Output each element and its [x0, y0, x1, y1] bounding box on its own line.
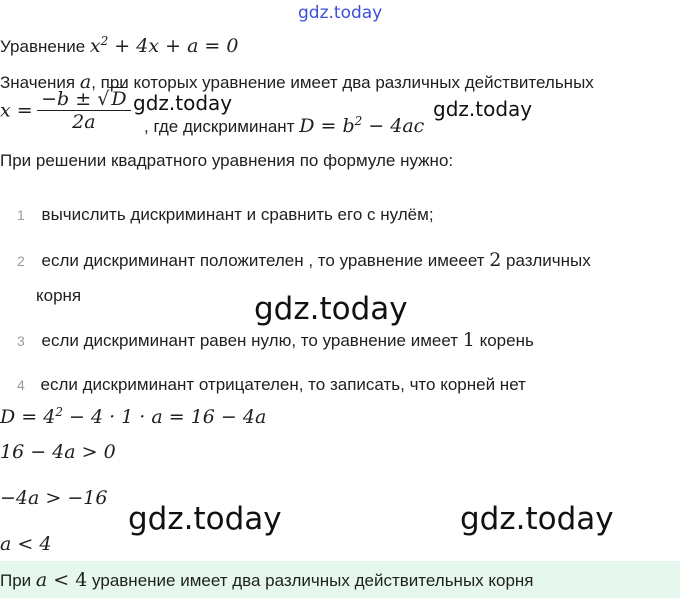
- calc-line-1: $D = 4^2 - 4 \cdot 1 \cdot a = 16 - 4a$: [0, 405, 267, 428]
- roots-formula: x = $\frac{-b \pm √ D}{2a}$: [0, 88, 131, 144]
- method-intro: При решении квадратного уравнения по формуле нужно:: [0, 151, 454, 170]
- list-marker: 3: [17, 333, 25, 349]
- calc-line-3: −4a > −16: [0, 487, 108, 509]
- watermark-inline-right: gdz.today: [433, 97, 533, 121]
- roots-fraction: $\frac{-b \pm √ D}{2a}$: [37, 88, 130, 133]
- list-item-continuation: корня: [36, 286, 82, 305]
- list-marker: 1: [17, 207, 25, 223]
- values-intro: Значения a, при которых уравнение имеет два различных действительных: [0, 71, 594, 93]
- list-item: [17, 329, 534, 351]
- list-item-text: если дискриминант положителен , то уравнение имееет 2 различных: [41, 249, 591, 271]
- list-item-text: если дискриминант отрицателен, то записать, что корней нет: [40, 375, 526, 394]
- equation-line: [0, 34, 238, 57]
- discriminant-definition: , где дискриминант $D = b^2 - 4ac$: [144, 114, 425, 137]
- answer-line: При a < 4 уравнение имеет два различных действительных корня: [0, 569, 534, 591]
- list-marker: 4: [17, 377, 25, 393]
- watermark-bottom-left: gdz.today: [128, 501, 282, 537]
- calc-line-4: a < 4: [0, 533, 52, 555]
- list-item: [17, 249, 591, 271]
- list-item: [17, 205, 434, 225]
- list-item-text: если дискриминант равен нулю, то уравнение имеет 1 корень: [41, 329, 534, 351]
- watermark-top: gdz.today: [298, 3, 383, 23]
- watermark-inline-left: gdz.today: [133, 91, 233, 115]
- watermark-center: gdz.today: [254, 291, 408, 327]
- equation-formula: $x^2 + 4x + a = 0$: [89, 34, 239, 57]
- list-item-text: вычислить дискриминант и сравнить его с нулём;: [41, 205, 434, 224]
- equation-label: Уравнение: [0, 37, 86, 56]
- variable-a: a: [79, 71, 92, 93]
- list-item: [17, 375, 526, 395]
- watermark-bottom-right: gdz.today: [460, 501, 614, 537]
- calc-line-2: 16 − 4a > 0: [0, 441, 116, 463]
- list-marker: 2: [17, 253, 25, 269]
